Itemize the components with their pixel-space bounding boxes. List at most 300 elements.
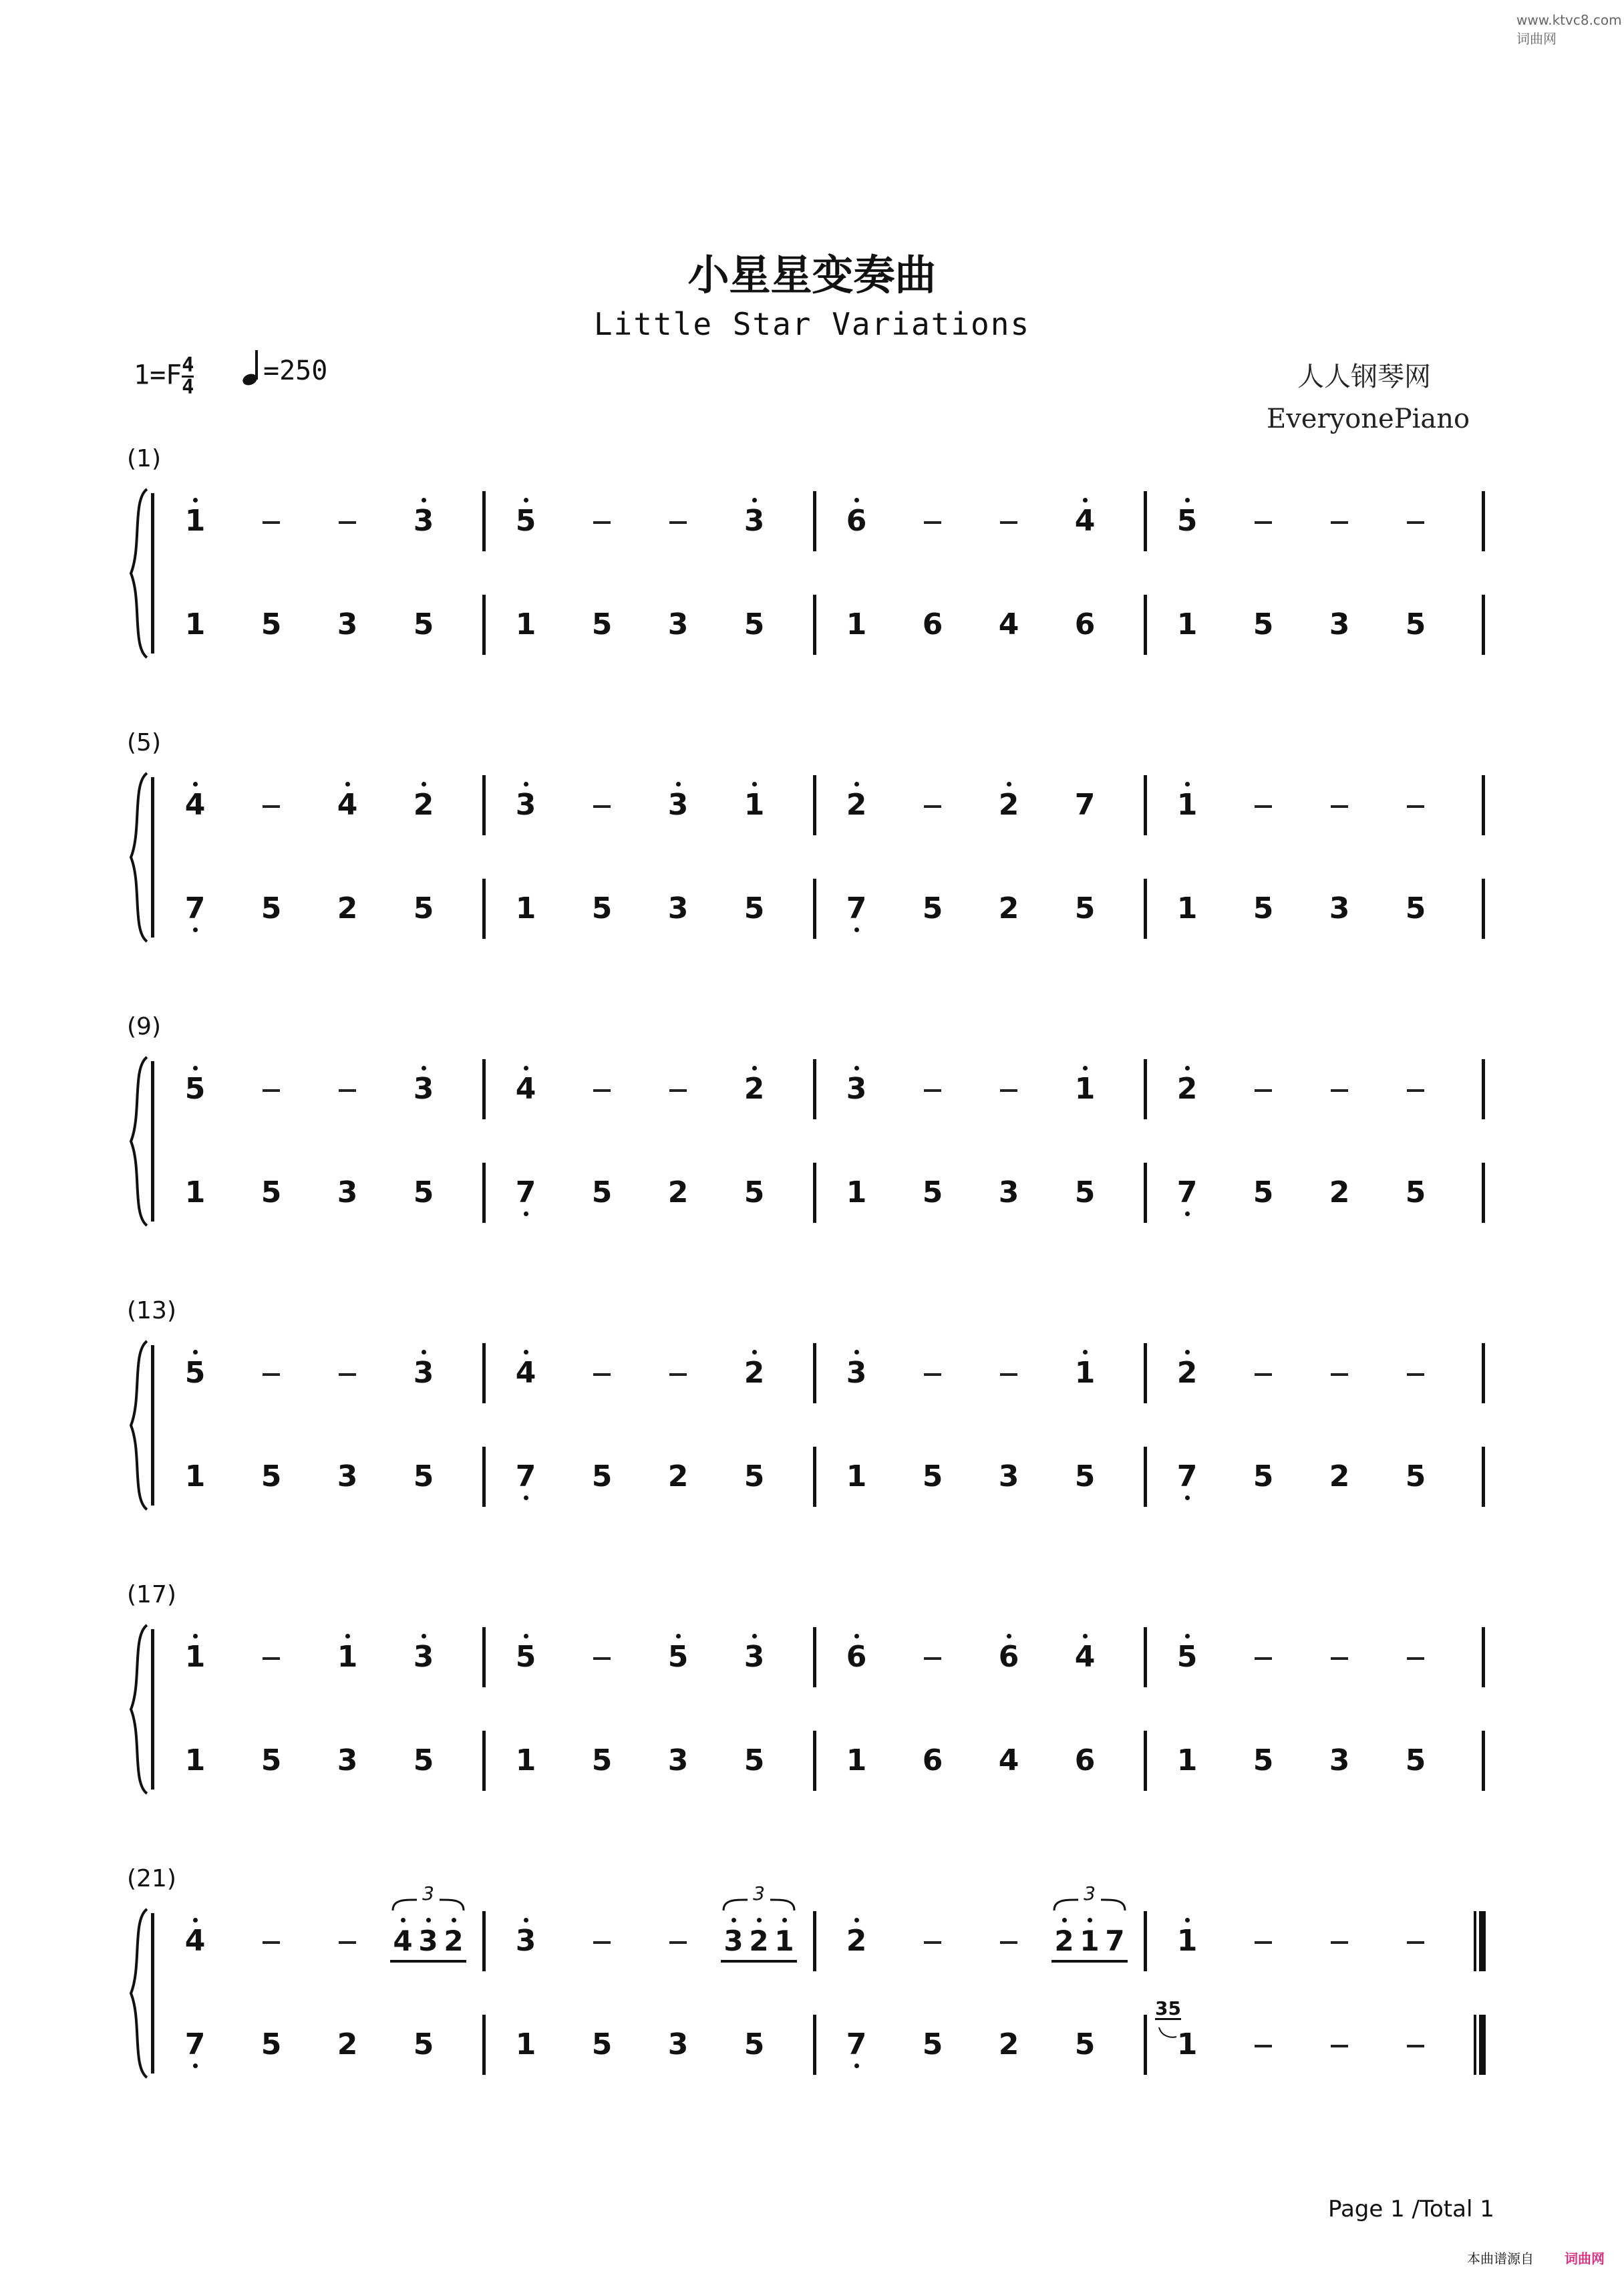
note	[506, 1924, 546, 1958]
note	[658, 608, 698, 641]
octave-up-dot	[854, 1634, 859, 1638]
triplet-note	[721, 1924, 746, 1958]
dash	[1255, 1941, 1272, 1944]
barline	[1482, 1343, 1485, 1403]
note	[1065, 1744, 1105, 1777]
dash	[924, 805, 941, 808]
note-digit: 7	[846, 891, 867, 925]
dash	[593, 805, 611, 808]
dash	[669, 1089, 687, 1092]
final-barline	[1479, 1911, 1486, 1971]
note-digit: 6	[846, 504, 867, 538]
octave-up-dot	[752, 1634, 757, 1638]
note-digit: 5	[1253, 1175, 1274, 1209]
octave-down-dot	[524, 1211, 528, 1216]
triplet-mark: 3	[1084, 1882, 1096, 1904]
barline	[1482, 1627, 1485, 1687]
note-digit: 1	[1074, 1072, 1096, 1106]
barline	[1482, 595, 1485, 655]
note-digit: 1	[184, 504, 206, 538]
note	[582, 892, 622, 925]
note-digit: 5	[591, 1459, 613, 1493]
barline	[1482, 879, 1485, 939]
triplet-note	[1051, 1924, 1077, 1958]
system-line	[151, 1913, 154, 2074]
note	[658, 1640, 698, 1674]
note-digit: 3	[744, 504, 765, 538]
measure-number: (21)	[127, 1865, 176, 1892]
system-line	[151, 777, 154, 938]
octave-up-dot	[1185, 1066, 1190, 1070]
composer-cn: 人人钢琴网	[1297, 362, 1431, 392]
note-digit: 5	[744, 1459, 765, 1493]
note-digit: 3	[998, 1459, 1019, 1493]
note-digit: 1	[1176, 891, 1198, 925]
note	[1167, 1924, 1207, 1958]
barline	[482, 2015, 486, 2075]
barline	[482, 1343, 486, 1403]
note	[1065, 608, 1105, 641]
system-brace	[127, 1338, 154, 1512]
note	[658, 789, 698, 822]
barline	[1144, 879, 1147, 939]
octave-up-dot	[854, 1066, 859, 1070]
note	[582, 2028, 622, 2061]
note	[506, 892, 546, 925]
key-text: 1=F	[134, 360, 182, 391]
dash	[263, 805, 280, 808]
note-digit: 4	[393, 1924, 413, 1957]
dash	[593, 1657, 611, 1660]
note-digit: 5	[744, 1175, 765, 1209]
note-digit: 1	[846, 1743, 867, 1777]
note	[403, 892, 444, 925]
octave-down-dot	[1185, 1211, 1190, 1216]
octave-up-dot	[422, 1066, 426, 1070]
barline	[813, 1163, 816, 1223]
note	[836, 1924, 876, 1958]
octave-up-dot	[1088, 1918, 1092, 1922]
note-digit: 4	[515, 1356, 536, 1390]
note	[836, 1460, 876, 1493]
note	[1167, 1744, 1207, 1777]
barline	[813, 1911, 816, 1971]
note	[1065, 505, 1105, 538]
octave-down-dot	[193, 927, 198, 932]
octave-up-dot	[524, 1066, 528, 1070]
barline	[813, 595, 816, 655]
note	[403, 608, 444, 641]
note	[403, 789, 444, 822]
note-digit: 3	[413, 1356, 434, 1390]
note-digit: 5	[591, 891, 613, 925]
triplet-note	[1102, 1924, 1128, 1958]
octave-up-dot	[676, 1634, 681, 1638]
barline	[482, 879, 486, 939]
note-digit: 3	[744, 1640, 765, 1674]
watermark-site: 词曲网	[1516, 31, 1557, 47]
note-digit: 3	[337, 1175, 358, 1209]
note-digit: 2	[744, 1356, 765, 1390]
note	[913, 892, 953, 925]
note-digit: 5	[1176, 1640, 1198, 1674]
note-digit: 1	[1176, 788, 1198, 822]
note-digit: 1	[515, 2027, 536, 2061]
octave-up-dot	[193, 1066, 198, 1070]
system-brace	[127, 1906, 154, 2080]
note-digit: 5	[1253, 1743, 1274, 1777]
note	[913, 1744, 953, 1777]
note-digit: 3	[1329, 891, 1350, 925]
dash	[263, 1941, 280, 1944]
octave-up-dot	[524, 1634, 528, 1638]
note-digit: 5	[515, 1640, 536, 1674]
note	[403, 1640, 444, 1674]
dash	[1255, 805, 1272, 808]
dash	[1255, 1657, 1272, 1660]
dash	[263, 521, 280, 524]
triplet-mark: 3	[753, 1882, 765, 1904]
note-digit: 1	[184, 1459, 206, 1493]
octave-up-dot	[854, 1350, 859, 1354]
note	[734, 1176, 774, 1209]
note-digit: 6	[1074, 1743, 1096, 1777]
barline	[1144, 1163, 1147, 1223]
octave-up-dot	[1083, 1350, 1088, 1354]
octave-up-dot	[676, 782, 681, 787]
barline	[1144, 1059, 1147, 1119]
note-digit: 5	[261, 1743, 282, 1777]
note	[403, 1176, 444, 1209]
barline	[1144, 595, 1147, 655]
note	[1167, 1460, 1207, 1493]
dash	[593, 1089, 611, 1092]
note-digit: 5	[591, 1175, 613, 1209]
octave-up-dot	[345, 782, 350, 787]
note	[251, 1460, 291, 1493]
note	[251, 1744, 291, 1777]
octave-up-dot	[782, 1918, 787, 1922]
octave-up-dot	[193, 1918, 198, 1922]
note	[403, 1073, 444, 1106]
note	[1319, 1744, 1359, 1777]
barline	[482, 1163, 486, 1223]
note	[582, 1744, 622, 1777]
dash	[1255, 1373, 1272, 1376]
note-digit: 2	[413, 788, 434, 822]
dash	[593, 1941, 611, 1944]
dash	[593, 1373, 611, 1376]
note	[251, 892, 291, 925]
system-line	[151, 1345, 154, 1506]
note-digit: 2	[1176, 1356, 1198, 1390]
note-digit: 1	[1080, 1924, 1100, 1957]
note	[989, 892, 1029, 925]
note-digit: 2	[744, 1072, 765, 1106]
note	[836, 1073, 876, 1106]
octave-up-dot	[1083, 1066, 1088, 1070]
dash	[339, 1373, 356, 1376]
note-digit: 5	[1074, 2027, 1096, 2061]
dash	[1407, 1657, 1424, 1660]
note	[836, 608, 876, 641]
dash	[924, 1373, 941, 1376]
note-digit: 5	[744, 2027, 765, 2061]
watermark-url: www.ktvc8.com	[1516, 12, 1622, 28]
note-digit: 5	[184, 1072, 206, 1106]
note	[836, 2028, 876, 2061]
system-brace	[127, 1054, 154, 1228]
note	[734, 1357, 774, 1390]
dash	[669, 1941, 687, 1944]
note-digit: 3	[846, 1356, 867, 1390]
note-digit: 3	[667, 891, 689, 925]
barline	[482, 1911, 486, 1971]
octave-up-dot	[524, 1350, 528, 1354]
note-digit: 1	[184, 1640, 206, 1674]
note-digit: 1	[1176, 607, 1198, 641]
note	[175, 505, 215, 538]
barline	[1482, 1731, 1485, 1791]
octave-up-dot	[854, 782, 859, 787]
dash	[1331, 1373, 1348, 1376]
triplet-note	[772, 1924, 797, 1958]
note	[1243, 608, 1283, 641]
note-digit: 3	[515, 788, 536, 822]
note-digit: 3	[337, 607, 358, 641]
octave-up-dot	[422, 782, 426, 787]
barline	[1144, 491, 1147, 551]
note-digit: 3	[337, 1459, 358, 1493]
note-digit: 5	[1253, 891, 1274, 925]
note-digit: 5	[413, 1175, 434, 1209]
note-digit: 1	[846, 1459, 867, 1493]
note-digit: 2	[846, 1924, 867, 1958]
octave-up-dot	[1007, 782, 1011, 787]
note-digit: 1	[184, 607, 206, 641]
octave-up-dot	[452, 1918, 456, 1922]
page-number: Page 1 /Total 1	[1328, 2196, 1494, 2223]
note-digit: 7	[1176, 1459, 1198, 1493]
note	[327, 2028, 367, 2061]
time-top: 4	[182, 353, 194, 377]
barline	[482, 1731, 486, 1791]
dash	[924, 521, 941, 524]
note-digit: 5	[1074, 1175, 1096, 1209]
octave-up-dot	[1007, 1634, 1011, 1638]
barline	[482, 595, 486, 655]
note-digit: 5	[184, 1356, 206, 1390]
note	[658, 1460, 698, 1493]
note-digit: 4	[998, 1743, 1019, 1777]
barline	[1482, 1447, 1485, 1507]
note-digit: 7	[1176, 1175, 1198, 1209]
dash	[924, 1657, 941, 1660]
note-digit: 5	[515, 504, 536, 538]
note-digit: 2	[667, 1459, 689, 1493]
note	[658, 2028, 698, 2061]
note-digit: 6	[922, 607, 943, 641]
note	[1243, 892, 1283, 925]
note-digit: 1	[1176, 2027, 1198, 2061]
note	[1065, 1640, 1105, 1674]
note	[175, 2028, 215, 2061]
note-digit: 4	[1074, 504, 1096, 538]
octave-up-dot	[1083, 498, 1088, 503]
dash	[263, 1373, 280, 1376]
note	[989, 608, 1029, 641]
octave-up-dot	[752, 1066, 757, 1070]
note	[506, 505, 546, 538]
barline	[1144, 1627, 1147, 1687]
dash	[1407, 2045, 1424, 2047]
octave-up-dot	[401, 1918, 405, 1922]
barline	[1144, 775, 1147, 835]
octave-up-dot	[752, 782, 757, 787]
page-title: 小星星变奏曲	[687, 251, 937, 299]
note	[836, 505, 876, 538]
dash	[339, 521, 356, 524]
note	[989, 1744, 1029, 1777]
note-digit: 3	[667, 1743, 689, 1777]
note	[913, 1176, 953, 1209]
note-digit: 1	[1176, 1924, 1198, 1958]
barline	[1482, 1163, 1485, 1223]
dash	[1000, 1941, 1017, 1944]
note	[1065, 1073, 1105, 1106]
note	[658, 1744, 698, 1777]
triplet-note	[746, 1924, 772, 1958]
note-digit: 5	[261, 1175, 282, 1209]
note	[1167, 789, 1207, 822]
note-digit: 7	[515, 1459, 536, 1493]
triplet-beam	[721, 1960, 797, 1963]
note-digit: 5	[922, 1459, 943, 1493]
octave-down-dot	[854, 927, 859, 932]
note	[327, 1744, 367, 1777]
note	[1167, 1640, 1207, 1674]
dash	[1407, 1941, 1424, 1944]
octave-up-dot	[524, 782, 528, 787]
note-digit: 3	[667, 2027, 689, 2061]
octave-down-dot	[854, 2063, 859, 2068]
dash	[1255, 521, 1272, 524]
note-digit: 5	[261, 891, 282, 925]
note-digit: 5	[1253, 607, 1274, 641]
note	[175, 1744, 215, 1777]
note	[1319, 1176, 1359, 1209]
note	[1319, 1460, 1359, 1493]
note	[327, 789, 367, 822]
note-digit: 4	[998, 607, 1019, 641]
note-digit: 3	[413, 1640, 434, 1674]
note	[175, 1073, 215, 1106]
note-digit: 4	[337, 788, 358, 822]
dash	[1331, 1657, 1348, 1660]
tempo-value: =250	[263, 355, 328, 386]
barline	[813, 1059, 816, 1119]
octave-up-dot	[1083, 1634, 1088, 1638]
note	[506, 1176, 546, 1209]
note	[506, 1460, 546, 1493]
triplet-mark: 3	[422, 1882, 434, 1904]
octave-up-dot	[752, 1350, 757, 1354]
note-digit: 5	[1405, 1459, 1426, 1493]
octave-up-dot	[524, 498, 528, 503]
note	[734, 608, 774, 641]
dash	[1407, 805, 1424, 808]
octave-up-dot	[193, 1634, 198, 1638]
note	[1065, 1357, 1105, 1390]
page-subtitle: Little Star Variations	[593, 306, 1031, 342]
note	[658, 1176, 698, 1209]
note	[506, 1073, 546, 1106]
note	[582, 1460, 622, 1493]
note-digit: 5	[922, 1175, 943, 1209]
note-digit: 4	[515, 1072, 536, 1106]
octave-up-dot	[345, 1634, 350, 1638]
note-digit: 2	[1329, 1459, 1350, 1493]
system-brace	[127, 1622, 154, 1796]
note-digit: 5	[744, 607, 765, 641]
note	[582, 1176, 622, 1209]
note-digit: 6	[922, 1743, 943, 1777]
barline	[813, 1447, 816, 1507]
note-digit: 1	[846, 607, 867, 641]
system-brace	[127, 486, 154, 660]
note	[836, 1357, 876, 1390]
octave-up-dot	[757, 1918, 762, 1922]
note-digit: 4	[184, 1924, 206, 1958]
dash	[669, 521, 687, 524]
note	[913, 2028, 953, 2061]
note-digit: 5	[1405, 607, 1426, 641]
note	[403, 1460, 444, 1493]
triplet-beam	[390, 1960, 466, 1963]
note	[734, 2028, 774, 2061]
barline	[813, 1627, 816, 1687]
note-digit: 2	[667, 1175, 689, 1209]
note	[506, 2028, 546, 2061]
note	[1243, 1744, 1283, 1777]
note-digit: 7	[184, 2027, 206, 2061]
note-digit: 2	[998, 891, 1019, 925]
note-digit: 2	[1329, 1175, 1350, 1209]
octave-down-dot	[193, 2063, 198, 2068]
barline	[813, 491, 816, 551]
dash	[924, 1089, 941, 1092]
note-digit: 5	[413, 1459, 434, 1493]
note-digit: 2	[998, 2027, 1019, 2061]
final-barline-thin	[1474, 2015, 1476, 2075]
note-digit: 1	[515, 1743, 536, 1777]
dash	[1000, 1373, 1017, 1376]
note	[175, 608, 215, 641]
final-barline-thin	[1474, 1911, 1476, 1971]
measure-number: (5)	[127, 729, 161, 756]
note-digit: 5	[667, 1640, 689, 1674]
system-line	[151, 1629, 154, 1790]
note-digit: 4	[1074, 1640, 1096, 1674]
octave-up-dot	[1185, 1634, 1190, 1638]
dash	[1331, 521, 1348, 524]
note-digit: 6	[1074, 607, 1096, 641]
note	[506, 1744, 546, 1777]
note-digit: 6	[846, 1640, 867, 1674]
note-digit: 3	[1329, 1743, 1350, 1777]
note-digit: 3	[418, 1924, 438, 1957]
note	[989, 2028, 1029, 2061]
